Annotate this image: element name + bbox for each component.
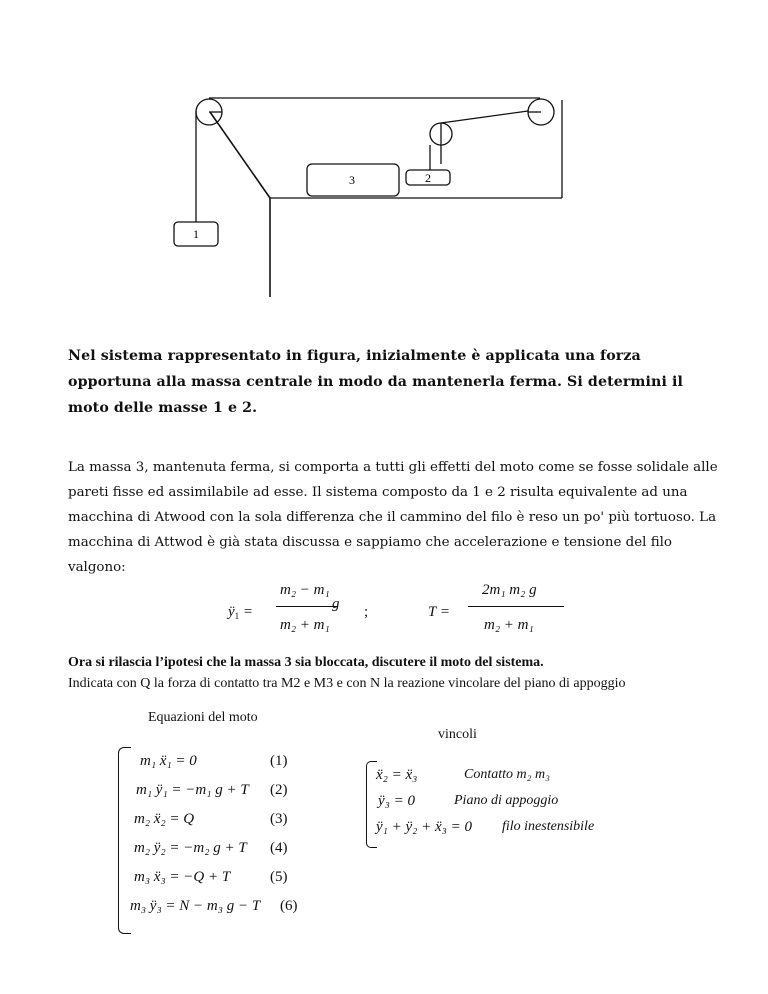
- equation-expr: m₃ ÿ₃ = N − m₃ g − T: [130, 898, 261, 914]
- constraint-expr: ÿ₃ = 0: [378, 793, 415, 809]
- constraint-expr: ÿ₁ + ÿ₂ + ẍ₃ = 0: [376, 819, 472, 835]
- tension-fraction-bar: [468, 606, 564, 607]
- equation-number: (3): [270, 811, 288, 827]
- block-3-label: 3: [349, 173, 355, 187]
- accel-fraction-bar: [276, 606, 338, 607]
- section-title: Ora si rilascia l’ipotesi che la massa 3 sia bloccata, discutere il moto del sistema.: [68, 655, 544, 670]
- formula-separator: ;: [364, 604, 369, 620]
- accel-numerator: m₂ − m₁: [280, 582, 330, 598]
- equation-number: (5): [270, 869, 288, 885]
- answer-paragraph: La massa 3, mantenuta ferma, si comporta a tutti gli effetti del moto come se fosse solidale alle pareti fisse ed assimilabile ad esse. Il sistema composto da 1 e 2 risulta equivalente ad una macchina di Atwood con la sola differenza che il cammino del filo è reso un po' più tortuoso. La macchina di Attwod è già stata discussa e sappiamo che accelerazione e tensione del filo valgono:: [68, 460, 718, 575]
- block-1-label: 1: [193, 227, 199, 241]
- equation-expr: m₁ ẍ₁ = 0: [140, 753, 197, 769]
- equation-number: (6): [280, 898, 298, 914]
- section-text: Indicata con Q la forza di contatto tra M2 e M3 e con N la reazione vincolare del piano di appoggio: [68, 676, 626, 691]
- equation-expr: m₁ ÿ₁ = −m₁ g + T: [136, 782, 249, 798]
- equation-expr: m₃ ẍ₃ = −Q + T: [134, 869, 231, 885]
- incline-support: [210, 112, 270, 198]
- constraint-note: filo inestensibile: [502, 819, 595, 834]
- equation-number: (4): [270, 840, 288, 856]
- constraints-heading: vincoli: [438, 727, 477, 742]
- equation-expr: m₂ ÿ₂ = −m₂ g + T: [134, 840, 247, 856]
- constraint-expr: ẍ₂ = ẍ₃: [376, 767, 418, 783]
- equation-expr: m₂ ẍ₂ = Q: [134, 811, 195, 827]
- equations-heading: Equazioni del moto: [148, 710, 258, 725]
- block-2-label: 2: [425, 171, 431, 185]
- accel-factor: g: [332, 596, 340, 612]
- accel-denominator: m₂ + m₁: [280, 617, 330, 633]
- pulley-system-diagram: [0, 0, 768, 330]
- problem-statement: Nel sistema rappresentato in figura, inizialmente è applicata una forza opportuna alla massa centrale in modo da mantenerla ferma. Si determini il moto delle masse 1 e 2.: [68, 348, 683, 416]
- equation-number: (1): [270, 753, 288, 769]
- constraint-note: Piano di appoggio: [454, 793, 559, 808]
- tension-numerator: 2m₁ m₂ g: [482, 582, 537, 598]
- tension-lhs: T =: [428, 604, 450, 620]
- string-to-small-pulley: [441, 111, 528, 123]
- accel-lhs: $ÿ_1$ =: [228, 604, 254, 621]
- constraint-note: Contatto m₂ m₃: [464, 767, 550, 782]
- tension-denominator: m₂ + m₁: [484, 617, 534, 633]
- equation-number: (2): [270, 782, 288, 798]
